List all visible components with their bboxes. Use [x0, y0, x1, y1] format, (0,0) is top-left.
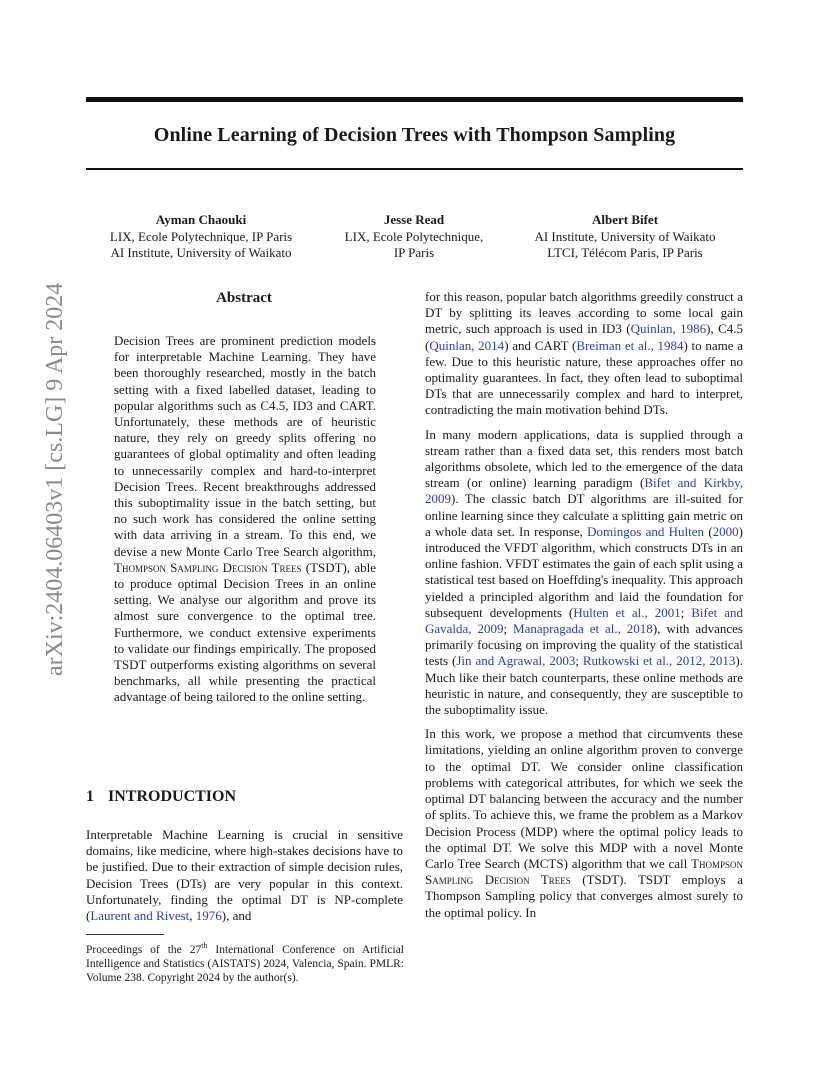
method-name: Thompson Sampling Decision Trees	[114, 559, 302, 575]
body-text: ) introduced the VFDT algorithm, which constructs DTs in an online fashion. VFDT estimates the gain of each split using a statistical test based on Hoeffding's inequality. This approach yielded a principled algorithm and laid the foundation for subsequent developments (	[425, 523, 744, 620]
body-text: ), C4.5 (	[425, 321, 743, 353]
body-text: ;	[575, 653, 583, 669]
right-column	[425, 289, 743, 929]
footnote-rule	[86, 934, 164, 935]
title-bottom-rule	[86, 168, 743, 170]
citation-link[interactable]: 2000	[712, 523, 739, 539]
author-block	[326, 212, 502, 262]
citation-link[interactable]: Laurent and Rivest	[90, 908, 190, 924]
title-top-rule	[86, 97, 743, 102]
body-text: ). The classic batch DT algorithms are ill-suited for online learning since they calculate a splitting gain metric on a whole data set. In response,	[425, 491, 743, 539]
section-number: 1	[86, 788, 94, 805]
section-title-text: INTRODUCTION	[108, 788, 237, 805]
citation-link[interactable]: Breiman et al., 1984	[576, 337, 684, 353]
body-text: In many modern applications, data is supplied through a stream rather than a fixed data set, this renders most batch algorithms obsolete, which led to the emergence of the data stream (or online) learning paradigm (	[425, 426, 743, 491]
body-text: (TSDT). TSDT employs a Thompson Sampling policy that converges almost surely to the optimal policy. In	[425, 872, 743, 920]
citation-link[interactable]: Hulten et al., 2001	[573, 604, 681, 620]
citation-link[interactable]: Domingos and Hulten	[587, 523, 705, 539]
abstract-text	[114, 333, 376, 706]
paper-title: Online Learning of Decision Trees with Thompson Sampling	[153, 124, 676, 146]
citation-link[interactable]: 1976	[195, 908, 222, 924]
body-text: In this work, we propose a method that circumvents these limitations, yielding an online algorithm proven to converge to the optimal DT. We consider online classification problems with categorical attributes, for which we seek the optimal DT balancing between the accuracy and the number of splits. To achieve this, we frame the problem as a Markov Decision Process (MDP) where the optimal policy leads to the optimal DT. We solve this MDP with a novel Monte Carlo Tree Search (MCTS) algorithm that we call	[425, 726, 743, 871]
author-affiliation: AI Institute, University of Waikato	[110, 245, 292, 260]
abstract-text-part: (TSDT), able to produce optimal Decision Trees in an online setting. We analyse our algorithm and prove its almost sure convergence to the optimal tree. Furthermore, we conduct extensive experiments to validate our findings empirically. The proposed TSDT outperforms existing algorithms on several benchmarks, all while presenting the practical advantage of being tailored to the online setting.	[114, 559, 377, 705]
body-text: ) and CART (	[504, 337, 577, 353]
citation-link[interactable]: Quinlan, 1986	[630, 321, 707, 337]
method-name: Thompson Sampling Decision Trees	[425, 855, 743, 888]
author-name: Jesse Read	[383, 212, 445, 227]
citation-link[interactable]: Jin and Agrawal, 2003	[456, 653, 576, 669]
footnote-text: Proceedings of the 27	[86, 943, 202, 956]
author-name: Albert Bifet	[591, 212, 659, 227]
footnote	[86, 939, 404, 985]
author-affiliation: LIX, Ecole Polytechnique, IP Paris	[109, 228, 293, 244]
footnote-text: International Conference on Artificial Intelligence and Statistics (AISTATS) 2024, Valencia, Spain. PMLR: Volume 238. Copyright 2024 by the author(s).	[86, 943, 405, 984]
intro-paragraph	[86, 827, 403, 924]
body-text: ;	[503, 621, 514, 637]
body-text: ), with advances primarily focusing on improving the quality of the statistical tests (	[425, 621, 743, 669]
body-text: Interpretable Machine Learning is crucial in sensitive domains, like medicine, where high-stakes decisions have to be justified. Due to their extraction of simple decision rules, Decision Trees (DTs) are very popular in this context. Unfortunately, finding the optimal DT is NP-complete (	[86, 827, 403, 924]
body-text: ). Much like their batch counterparts, these online methods are heuristic in nature, and consequently, they are susceptible to the suboptimality issue.	[425, 653, 743, 718]
body-text: (	[704, 523, 713, 539]
body-text: ;	[680, 604, 692, 620]
author-affiliation: LTCI, Télécom Paris, IP Paris	[547, 245, 703, 260]
footnote-superscript: th	[201, 941, 208, 950]
citation-link[interactable]: Quinlan, 2014	[429, 337, 505, 353]
author-name: Ayman Chaouki	[155, 212, 247, 227]
author-affiliation: AI Institute, University of Waikato	[534, 228, 716, 244]
citation-link[interactable]: Rutkowski et al., 2012, 2013	[582, 653, 736, 669]
body-paragraph	[425, 726, 743, 920]
body-text: ), and	[221, 908, 252, 924]
body-text: for this reason, popular batch algorithms greedily construct a DT by splitting its leaves according to some local gain metric, such approach is used in ID3 (	[425, 289, 743, 337]
author-affiliation: LIX, Ecole Polytechnique,	[344, 228, 484, 244]
citation-link[interactable]: Bifet and Kirkby, 2009	[425, 475, 743, 507]
abstract-heading: Abstract	[216, 290, 272, 306]
abstract-text-part: Decision Trees are prominent prediction models for interpretable Machine Learning. They have been thoroughly researched, mostly in the batch setting with a fixed labelled dataset, leading to popular algorithms such as C4.5, ID3 and CART. Unfortunately, these methods are of heuristic nature, they rely on greedy splits offering no guarantees of global optimality and often leading to unnecessarily complex and hard-to-interpret Decision Trees. Recent breakthroughs addressed this suboptimality issue in the batch setting, but no such work has considered the online setting with data arriving in a stream. To this end, we devise a new Monte Carlo Tree Search algorithm,	[114, 333, 376, 559]
author-block	[510, 212, 740, 262]
body-paragraph	[425, 289, 743, 419]
citation-link[interactable]: Bifet and Gavalda, 2009	[425, 604, 743, 637]
arxiv-identifier: arXiv:2404.06403v1 [cs.LG] 9 Apr 2024	[42, 282, 68, 676]
author-block	[86, 212, 316, 262]
section-heading	[86, 788, 236, 806]
body-text: ,	[189, 908, 196, 924]
body-paragraph	[425, 427, 743, 719]
body-text: ) to name a few. Due to this heuristic nature, these approaches offer no optimality guarantees. In fact, they often lead to suboptimal DTs that are unnecessarily complex and hard to interpret, contradicting the main motivation behind DTs.	[425, 337, 743, 418]
citation-link[interactable]: Manapragada et al., 2018	[513, 621, 653, 637]
author-affiliation: IP Paris	[393, 245, 435, 260]
